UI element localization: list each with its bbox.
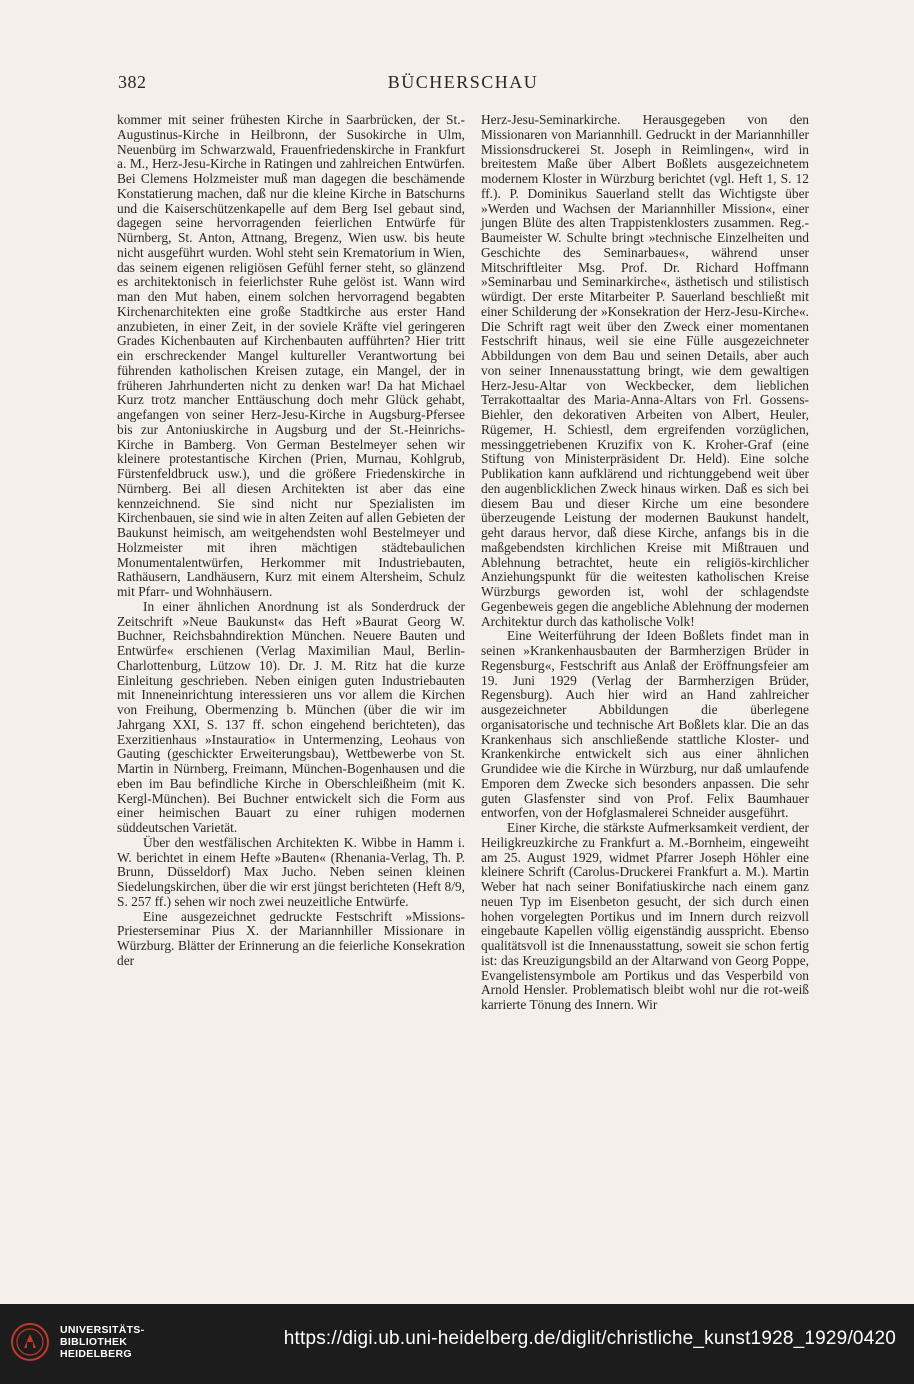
- library-name: [60, 1324, 144, 1360]
- page-number: 382: [118, 72, 147, 92]
- library-name-line-2: BIBLIOTHEK: [60, 1336, 128, 1348]
- library-name-line-1: UNIVERSITÄTS-: [60, 1324, 145, 1336]
- library-logo[interactable]: [10, 1320, 270, 1368]
- right-paragraph-1: Herz-Jesu-Seminarkirche. Herausgegeben von den Missionaren von Mariannhill. Gedruckt in der Mariannhiller Missionsdruckerei St. Joseph in Reimlingen«, wird in breitestem Maße über Albert Boßlets ausgezeichnetem modernem Kloster in Würzburg berichtet (vgl. Heft 1, S. 12 ff.). P. Dominikus Sauerland stellt das Wichtigste über »Werden und Wachsen der Mariannhiller Mission«, einer jungen Blüte des alten Trappistenklosters zusammen. Reg.-Baumeister W. Schulte bringt »technische Einzelheiten und Geschichte des Seminarbaues«, während unser Mitschriftleiter Msg. Prof. Dr. Richard Hoffmann »Seminarbau und Seminarkirche«, ästhetisch und stilistisch würdigt. Der erste Mitarbeiter P. Sauerland beschließt mit einer Schilderung der »Konsekration der Herz-Jesu-Kirche«. Die Schrift ragt weit über den Zweck einer momentanen Festschrift hinaus, weil sie eine Fülle ausgezeichneter Abbildungen von dem Bau und seinen Details, aber auch von seiner Innenausstattung bringt, wie dem gewaltigen Herz-Jesu-Altar von Weckbecker, dem lieblichen Terrakottaaltar des Maria-Anna-Altars von Frl. Gossens-Biehler, den dekorativen Arbeiten von Albert, Heuler, Rügemer, H. Schiestl, dem ergreifenden vorzüglichen, messinggetriebenen Kruzifix von K. Kroher-Graf (eine Stiftung von Ministerpräsident Dr. Held). Eine solche Publikation kann aufklärend und richtunggebend weit über den augenblicklichen Zweck hinaus wirken. Daß es sich bei diesem Bau und dieser Kirche um eine besondere überzeugende Leistung der modernen Baukunst handelt, geht daraus hervor, daß diese Kirche, anfangs bis in die maßgebendsten kirchlichen Kreise mit Mißtrauen und Ablehnung betrachtet, heute ein religiös-kirchlicher Anziehungspunkt für die weitesten katholischen Kreise Würzburgs geworden ist, wohl der schlagendste Gegenbeweis gegen die angebliche Ablehnung der modernen Architektur durch das katholische Volk!: [481, 112, 809, 629]
- right-paragraph-3: Einer Kirche, die stärkste Aufmerksamkeit verdient, der Heiligkreuzkirche zu Frankfurt a. M.-Bornheim, eingeweiht am 25. August 1929, widmet Pfarrer Joseph Höhler eine kleinere Schrift (Carolus-Druckerei Frankfurt a. M.). Martin Weber hat nach seiner Bonifatiuskirche nach einem ganz neuen Typ im Eisenbeton gesucht, der sich durch einen hohen vorgelegten Portikus und im Innern durch reizvoll eingebaute Kapellen völlig eigenständig ausspricht. Ebenso qualitätsvoll ist die Innenausstattung, soweit sie schon fertig ist: das Kreuzigungsbild an der Altarwand von Georg Poppe, Evangelistensymbole am Portikus und das Vesperbild von Arnold Hensler. Problematisch bleibt wohl nur die rot-weiß karrierte Tönung des Innern. Wir: [481, 820, 809, 1012]
- right-column: [481, 113, 809, 1013]
- left-paragraph-4: Eine ausgezeichnet gedruckte Festschrift »Missions-Priesterseminar Pius X. der Mariannhiller Missionare in Würzburg. Blätter der Erinnerung an die feierliche Konsekration der: [117, 908, 465, 968]
- left-column: [117, 113, 465, 969]
- viewer-footer: [0, 1304, 914, 1384]
- left-paragraph-1: kommer mit seiner frühesten Kirche in Saarbrücken, der St.-Augustinus-Kirche in Heilbronn, der Susokirche in Ulm, Neuenbürg im Schwarzwald, Frauenfriedenskirche in Frankfurt a. M., Herz-Jesu-Kirche in Ratingen und zahlreichen Entwürfen. Bei Clemens Holzmeister muß man dagegen die beschämende Konstatierung machen, daß nur die kleine Kirche in Batschurns und die Kaiserschützenkapelle auf dem Berg Isel gebaut sind, dagegen seine hervorragenden feierlichen Entwürfe für Nürnberg, St. Anton, Attnang, Bregenz, Wien usw. bis heute nicht ausgeführt wurden. Wohl steht sein Krematorium in Wien, das seinem eigenen religiösen Gefühl ferner steht, so glänzend es architektonisch in feierlichster Ruhe gelöst ist. Wann wird man den Mut haben, einem solchen hervorragend begabten Kirchenarchitekten eine große Stadtkirche aus erster Hand anzubieten, in einer Zeit, in der soviele Kräfte viel geringeren Grades Kichenbauten auf Kirchenbauten aufführten? Hier tritt ein erschreckender Mangel kultureller Verantwortung bei führenden katholischen Kreisen zutage, ein Mangel, der in früheren Jahrhunderten nicht zu denken war! Da hat Michael Kurz trotz mancher Enttäuschung doch mehr Glück gehabt, angefangen von seiner Herz-Jesu-Kirche in Augsburg-Pfersee bis zur Antoniuskirche in Augsburg und der St.-Heinrichs-Kirche in Bamberg. Von German Bestelmeyer sehen wir kleinere protestantische Kirchen (Prien, Murnau, Kohlgrub, Fürstenfeldbruck usw.), und die größere Friedenskirche in Nürnberg. Bei all diesen Architekten ist aber das eine kennzeichnend. Sie sind nicht nur Spezialisten im Kirchenbauen, sie sind wie in alten Zeiten auf allen Gebieten der Baukunst heimisch, am weitgehendsten wohl Bestelmeyer und Holzmeister mit ihren mächtigen städtebaulichen Monumentalentwürfen, Herkommer mit Industriebauten, Rathäusern, Landhäusern, Kurz mit einem Altersheim, Schulz mit Pfarr- und Wohnhäusern.: [117, 112, 465, 599]
- university-seal-icon: [10, 1322, 50, 1362]
- running-head: BÜCHERSCHAU: [387, 72, 539, 92]
- permalink-url[interactable]: https://digi.ub.uni-heidelberg.de/diglit/christliche_kunst1928_1929/0420: [283, 1328, 896, 1349]
- right-paragraph-2: Eine Weiterführung der Ideen Boßlets findet man in seinen »Krankenhausbauten der Barmherzigen Brüder in Regensburg«, Festschrift aus Anlaß der Eröffnungsfeier am 19. Juni 1929 (Verlag der Barmherzigen Brüder, Regensburg). Auch hier wird an Hand zahlreicher ausgezeichneter Abbildungen die überlegene organisatorische und technische Art Boßlets klar. Die an das Krankenhaus sich anschließende stattliche Kloster- und Krankenkirche entwickelt sich aus einer ähnlichen Grundidee wie die Kirche in Würzburg, nur daß umlaufende Emporen dem Zwecke sich besonders anpassen. Die sehr guten Glasfenster sind von Prof. Felix Baumhauer entworfen, von der Hofglasmalerei Schneider ausgeführt.: [481, 628, 809, 821]
- library-name-line-3: HEIDELBERG: [60, 1348, 132, 1360]
- left-paragraph-2: In einer ähnlichen Anordnung ist als Sonderdruck der Zeitschrift »Neue Baukunst« das Heft »Baurat Georg W. Buchner, Reichsbahndirektion München. Neuere Bauten und Entwürfe« erschienen (Verlag Maximilian Maul, Berlin-Charlottenburg, Lützow 10). Dr. J. M. Ritz hat die kurze Einleitung geschrieben. Neben einigen guten Industriebauten mit Inneneinrichtung interessieren uns vor allem die Kirchen von Freihung, Obermenzing b. München (über die wir im Jahrgang XXI, S. 137 ff. schon eingehend berichteten), das Exerzitienhaus »Instauratio« in Untermenzing, Leohaus von Gauting (geschickter Erweiterungsbau), Wettbewerbe von St. Martin in Nürnberg, Freimann, München-Bogenhausen und die eben im Bau befindliche Kirche in Oberschleißheim (mit K. Kergl-München). Bei Buchner entwickelt sich die Form aus einer heimischen Bauart zu einer ruhigen modernen süddeutschen Varietät.: [117, 598, 465, 835]
- page-header: [118, 72, 808, 96]
- left-paragraph-3: Über den westfälischen Architekten K. Wibbe in Hamm i. W. berichtet in einem Hefte »Bauten« (Rhenania-Verlag, Th. P. Brunn, Düsseldorf) Max Jucho. Neben seinen kleinen Siedelungskirchen, über die wir erst jüngst berichteten (Heft 8/9, S. 257 ff.) sehen wir noch zwei neuzeitliche Entwürfe.: [117, 834, 465, 909]
